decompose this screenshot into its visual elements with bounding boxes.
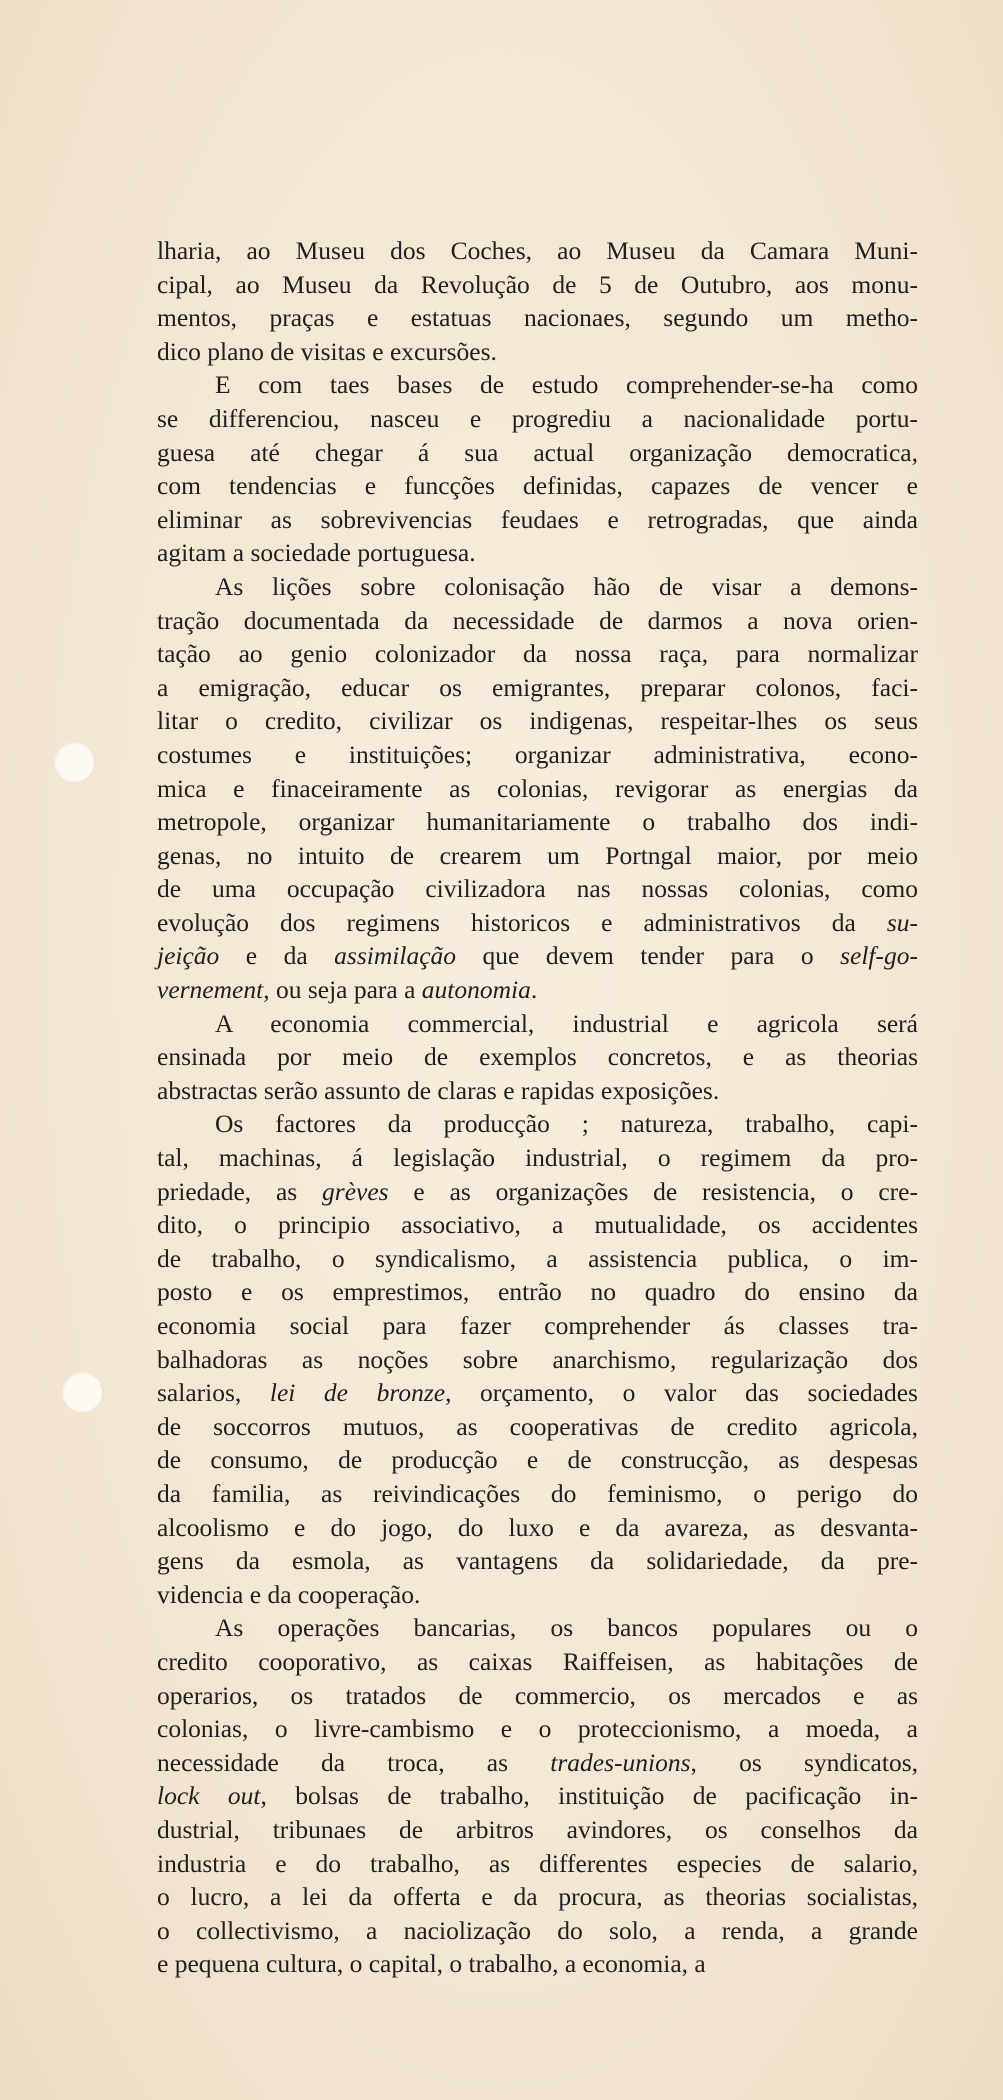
text-line: costumes e instituições; organizar administrativa, econo-: [157, 739, 918, 769]
text-line: necessidade da troca, as trades-unions, os syndicatos,: [157, 1747, 919, 1777]
text-line: da familia, as reivindicações do feminismo, o perigo do: [157, 1478, 918, 1508]
text-line: credito cooporativo, as caixas Raiffeisen, as habitações de: [157, 1646, 918, 1676]
text-line: lock out, bolsas de trabalho, instituição de pacificação in-: [157, 1781, 918, 1811]
text-line: salarios, lei de bronze, orçamento, o valor das sociedades: [157, 1378, 918, 1408]
body-text: [157, 234, 918, 1981]
text-line: a emigração, educar os emigrantes, preparar colonos, faci-: [157, 672, 918, 702]
text-line: As lições sobre colonisação hão de visar a demons-: [215, 571, 918, 601]
punch-hole-bottom: [62, 1372, 102, 1412]
text-line: se differenciou, nasceu e progrediu a nacionalidade portu-: [157, 403, 918, 433]
text-line: cipal, ao Museu da Revolução de 5 de Outubro, aos monu-: [157, 269, 918, 299]
text-line: de trabalho, o syndicalismo, a assistencia publica, o im-: [157, 1243, 918, 1273]
paragraph: [157, 234, 918, 368]
text-line: de uma occupação civilizadora nas nossas colonias, como: [157, 874, 918, 904]
text-line: mentos, praças e estatuas nacionaes, segundo um metho-: [157, 303, 918, 333]
text-line: metropole, organizar humanitariamente o trabalho dos indi-: [157, 807, 918, 837]
text-line: vernement, ou seja para a autonomia.: [157, 975, 538, 1005]
punch-hole-top: [54, 742, 94, 782]
text-line: E com taes bases de estudo comprehender-se-ha como: [215, 370, 918, 400]
text-line: e pequena cultura, o capital, o trabalho, a economia, a: [157, 1949, 706, 1979]
text-line: tal, machinas, á legislação industrial, o regimem da pro-: [157, 1143, 918, 1173]
text-line: abstractas serão assunto de claras e rapidas exposições.: [157, 1075, 720, 1105]
text-line: posto e os emprestimos, entrão no quadro do ensino da: [157, 1277, 918, 1307]
text-line: alcoolismo e do jogo, do luxo e da avareza, as desvanta-: [157, 1512, 918, 1542]
text-line: economia social para fazer comprehender ás classes tra-: [157, 1311, 918, 1340]
text-line: mica e finaceiramente as colonias, revigorar as energias da: [157, 773, 918, 803]
text-line: dico plano de visitas e excursões.: [157, 336, 497, 366]
paragraph: [157, 1611, 918, 1981]
text-line: guesa até chegar á sua actual organização democratica,: [157, 437, 918, 467]
text-line: tração documentada da necessidade de darmos a nova orien-: [157, 605, 918, 635]
text-line: com tendencias e funcções definidas, capazes de vencer e: [157, 471, 918, 501]
text-line: Os factores da producção ; natureza, trabalho, capi-: [215, 1109, 918, 1139]
text-line: As operações bancarias, os bancos populares ou o: [215, 1613, 918, 1643]
text-line: videncia e da cooperação.: [157, 1579, 421, 1609]
text-line: dito, o principio associativo, a mutualidade, os accidentes: [157, 1210, 918, 1240]
text-line: tação ao genio colonizador da nossa raça, para normalizar: [157, 639, 918, 669]
paragraph: [157, 570, 918, 1007]
text-line: de consumo, de producção e de construcção, as despesas: [157, 1445, 918, 1475]
text-line: o collectivismo, a naciolização do solo, a renda, a grande: [157, 1915, 918, 1945]
text-line: dustrial, tribunaes de arbitros avindores, os conselhos da: [157, 1814, 918, 1844]
text-line: o lucro, a lei da offerta e da procura, as theorias socialistas,: [157, 1882, 918, 1912]
text-line: gens da esmola, as vantagens da solidariedade, da pre-: [157, 1546, 918, 1576]
text-line: agitam a sociedade portuguesa.: [157, 538, 476, 568]
text-line: genas, no intuito de crearem um Portngal maior, por meio: [157, 840, 918, 870]
text-line: lharia, ao Museu dos Coches, ao Museu da Camara Muni-: [157, 236, 918, 265]
paragraph: [157, 1007, 918, 1108]
text-line: evolução dos regimens historicos e administrativos da su-: [157, 907, 918, 937]
text-line: colonias, o livre-cambismo e o proteccionismo, a moeda, a: [157, 1714, 918, 1744]
text-line: litar o credito, civilizar os indigenas, respeitar-lhes os seus: [157, 706, 918, 736]
text-line: de soccorros mutuos, as cooperativas de credito agricola,: [157, 1411, 918, 1441]
paragraph: [157, 368, 918, 570]
text-line: balhadoras as noções sobre anarchismo, regularização dos: [157, 1344, 918, 1374]
paragraph: [157, 1107, 918, 1611]
text-line: ensinada por meio de exemplos concretos, e as theorias: [157, 1042, 918, 1072]
text-line: eliminar as sobrevivencias feudaes e retrogradas, que ainda: [157, 504, 918, 534]
text-line: priedade, as grèves e as organizações de resistencia, o cre-: [157, 1176, 918, 1206]
text-line: A economia commercial, industrial e agricola será: [215, 1008, 918, 1038]
text-line: jeição e da assimilação que devem tender para o self-go-: [157, 941, 918, 971]
text-line: industria e do trabalho, as differentes especies de salario,: [157, 1848, 918, 1878]
text-line: operarios, os tratados de commercio, os mercados e as: [157, 1680, 918, 1710]
